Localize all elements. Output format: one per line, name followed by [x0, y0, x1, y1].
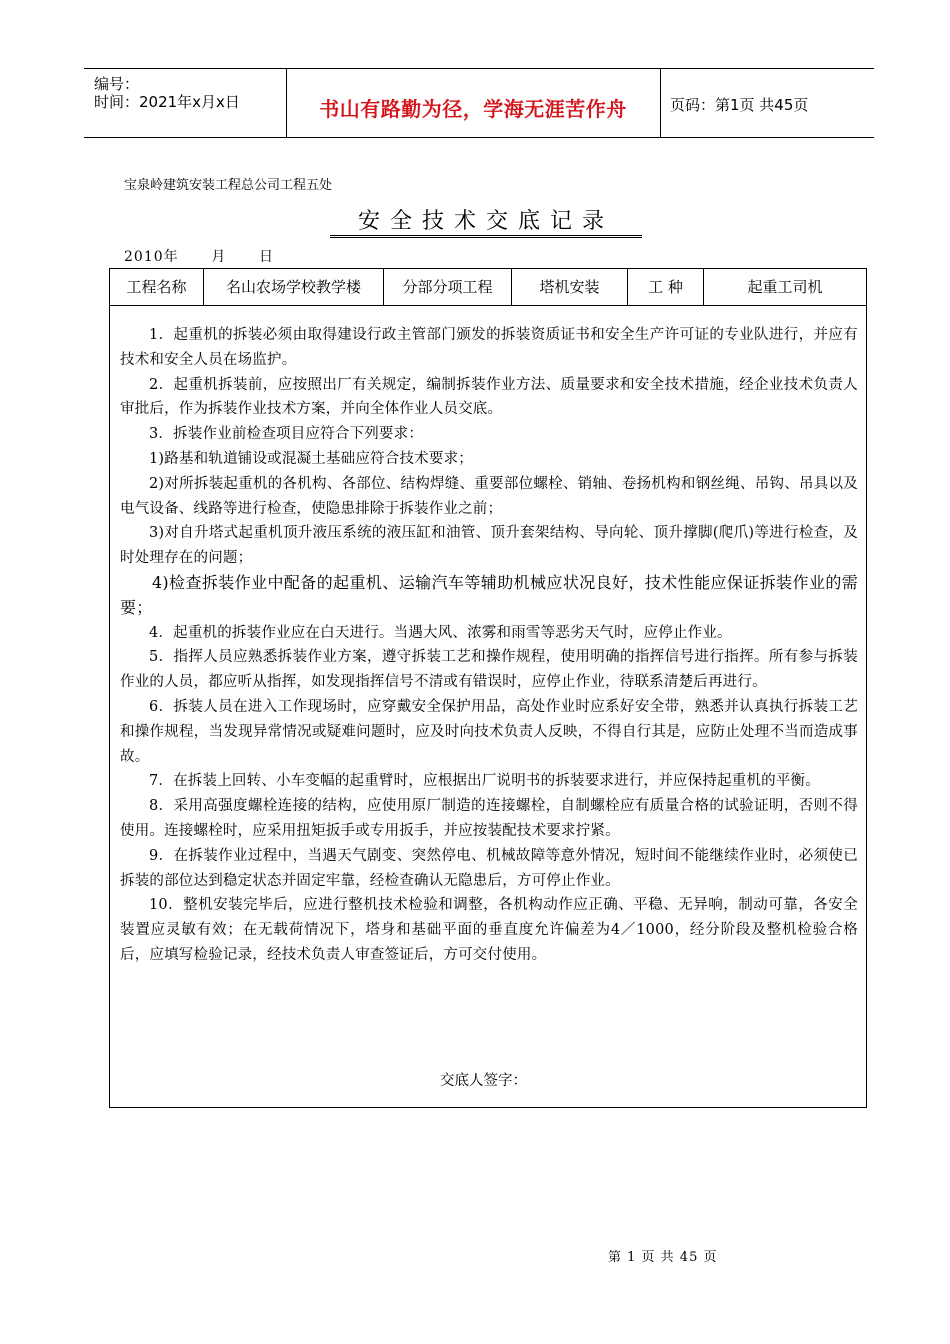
paragraph: 3)对自升塔式起重机顶升液压系统的液压缸和油管、顶升套架结构、导向轮、顶升撑脚(爬爪)等进行检查，及时处理存在的问题； [120, 525, 858, 567]
paragraph: 1．起重机的拆装必须由取得建设行政主管部门颁发的拆装资质证书和安全生产许可证的专业队进行，并应有技术和安全人员在场监护。 [120, 327, 858, 368]
signature-label: 交底人签字： [440, 1073, 527, 1089]
page-footer: 第 1 页 共 45 页 [608, 1250, 718, 1265]
info-row [110, 269, 866, 306]
header-band [84, 68, 874, 138]
paragraph: 9．在拆装作业过程中，当遇天气剧变、突然停电、机械故障等意外情况，短时间不能继续作业时，必须使已拆装的部位达到稳定状态并固定牢靠，经检查确认无隐患后，方可停止作业。 [120, 847, 858, 889]
paragraph: 4)检查拆装作业中配备的起重机、运输汽车等辅助机械应状况良好，技术性能应保证拆装作业的需要； [120, 572, 858, 617]
time-label: 时间：2021年x月x日 [94, 93, 240, 111]
content-body [120, 323, 858, 968]
trade-value: 起重工司机 [747, 278, 823, 296]
header-page-cell [660, 69, 874, 137]
motto: 书山有路勤为径，学海无涯苦作舟 [319, 97, 627, 121]
sub-value: 塔机安装 [512, 269, 628, 305]
project-label: 工程名称 [110, 269, 204, 305]
project-value: 名山农场学校教学楼 [204, 269, 384, 305]
serial-label: 编号： [94, 75, 140, 93]
paragraph: 10．整机安装完毕后，应进行整机技术检验和调整，各机构动作应正确、平稳、无异响，制动可靠，各安全装置应灵敏有效；在无载荷情况下，塔身和基础平面的垂直度允许偏差为4／1000，经分阶段及整机检验合格后，应填写检验记录，经技术负责人审查签证后，方可交付使用。 [120, 897, 858, 963]
page-label: 页码：第1页 共45页 [670, 96, 809, 114]
paragraph: 4．起重机的拆装作业应在白天进行。当遇大风、浓雾和雨雪等恶劣天气时，应停止作业。 [149, 624, 732, 641]
paragraph: 8．采用高强度螺栓连接的结构，应使用原厂制造的连接螺栓，自制螺栓应有质量合格的试验证明，否则不得使用。连接螺栓时，应采用扭矩扳手或专用扳手，并应按装配技术要求拧紧。 [120, 798, 858, 839]
paragraph: 3．拆装作业前检查项目应符合下列要求： [149, 426, 424, 443]
record-table [109, 268, 867, 1108]
paragraph: 7．在拆装上回转、小车变幅的起重臂时，应根据出厂说明书的拆装要求进行，并应保持起重机的平衡。 [149, 773, 820, 790]
sub-label: 分部分项工程 [384, 269, 512, 305]
paragraph: 2．起重机拆装前，应按照出厂有关规定，编制拆装作业方法、质量要求和安全技术措施，经企业技术负责人审批后，作为拆装作业技术方案，并向全体作业人员交底。 [120, 376, 858, 418]
paragraph: 6．拆装人员在进入工作现场时，应穿戴安全保护用品，高处作业时应系好安全带，熟悉并认真执行拆装工艺和操作规程，当发现异常情况或疑难问题时，应及时向技术负责人反映，不得自行其是，应防止处理不当而造成事故。 [120, 698, 858, 765]
header-info-cell [84, 69, 287, 137]
company-name: 宝泉岭建筑安装工程总公司工程五处 [124, 178, 333, 193]
paragraph: 2)对所拆装起重机的各机构、各部位、结构焊缝、重要部位螺栓、销轴、卷扬机构和钢丝绳、吊钩、吊具以及电气设备、线路等进行检查，使隐患排除于拆装作业之前； [120, 475, 858, 517]
header-motto-cell [286, 69, 661, 137]
document-title: 安全技术交底记录 [330, 204, 642, 238]
paragraph: 1)路基和轨道铺设或混凝土基础应符合技术要求； [149, 450, 473, 467]
paragraph: 5．指挥人员应熟悉拆装作业方案，遵守拆装工艺和操作规程，使用明确的指挥信号进行指挥。所有参与拆装作业的人员，都应听从指挥，如发现指挥信号不清或有错误时，应停止作业，待联系清楚后再进行。 [120, 649, 858, 691]
date-line: 2010年 月 日 [124, 249, 275, 265]
trade-label: 工 种 [628, 269, 704, 305]
